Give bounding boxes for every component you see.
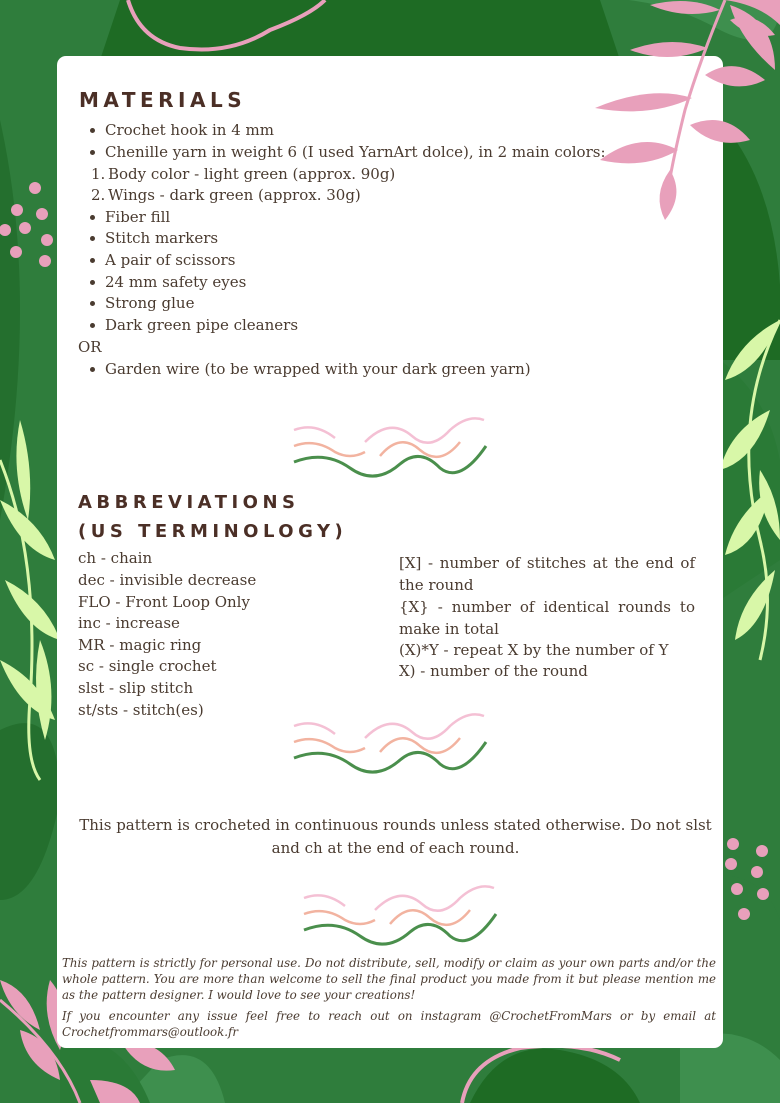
wave-divider [290,412,490,488]
abbreviation-item: FLO - Front Loop Only [78,593,250,611]
abbreviation-item: inc - increase [78,614,180,632]
color-item-number: 2. [91,186,106,204]
color-item [91,164,396,186]
personal-use-notice: This pattern is strictly for personal use. Do not distribute, sell, modify or claim as your own parts and/or the whole pattern. You are more than welcome to sell the final product you made from it but please mention me as the pattern designer. I would love to see your creations! [57,955,720,1004]
abbreviation-item: MR - magic ring [78,636,202,654]
notation-item: (X)*Y - repeat X by the number of Y [399,641,669,659]
or-label: OR [78,338,102,356]
abbreviation-item: dec - invisible decrease [78,571,257,589]
materials-item: Stitch markers [105,228,218,250]
wave-divider [290,708,490,784]
continuous-rounds-note: This pattern is crocheted in continuous rounds unless stated otherwise. Do not slst and ch at the end of each round. [79,816,712,857]
abbreviation-item: slst - slip stitch [78,679,194,697]
materials-heading: MATERIALS [79,88,247,112]
materials-item: Dark green pipe cleaners [105,315,298,337]
abbreviations-heading: ABBREVIATIONS [78,492,300,513]
color-item [91,185,361,207]
wave-divider [300,880,500,956]
materials-item: 24 mm safety eyes [105,272,246,294]
abbreviation-item: ch - chain [78,549,153,567]
terminology-subheading: (US TERMINOLOGY) [78,521,348,542]
materials-item: Strong glue [105,293,194,315]
pink-branch-illustration [590,0,780,225]
abbreviation-item: sc - single crochet [78,657,217,675]
materials-item: Fiber fill [105,207,170,229]
materials-item: Crochet hook in 4 mm [105,120,274,142]
notation-item: [X] - number of stitches at the end of the round [399,554,695,594]
notation-item: {X} - number of identical rounds to make in total [399,598,695,638]
materials-item: Garden wire (to be wrapped with your dark green yarn) [105,359,531,381]
materials-item: Chenille yarn in weight 6 (I used YarnArt dolce), in 2 main colors: [105,142,606,164]
notation-item: X) - number of the round [399,662,588,680]
contact-notice: If you encounter any issue feel free to reach out on instagram @CrochetFromMars or by email at Crochetfrommars@outlook.fr [57,1008,720,1040]
abbreviation-item: st/sts - stitch(es) [78,701,204,719]
color-item-number: 1. [91,165,106,183]
materials-item: A pair of scissors [105,250,235,272]
color-item-text: Wings - dark green (approx. 30g) [108,186,361,204]
color-item-text: Body color - light green (approx. 90g) [108,165,396,183]
